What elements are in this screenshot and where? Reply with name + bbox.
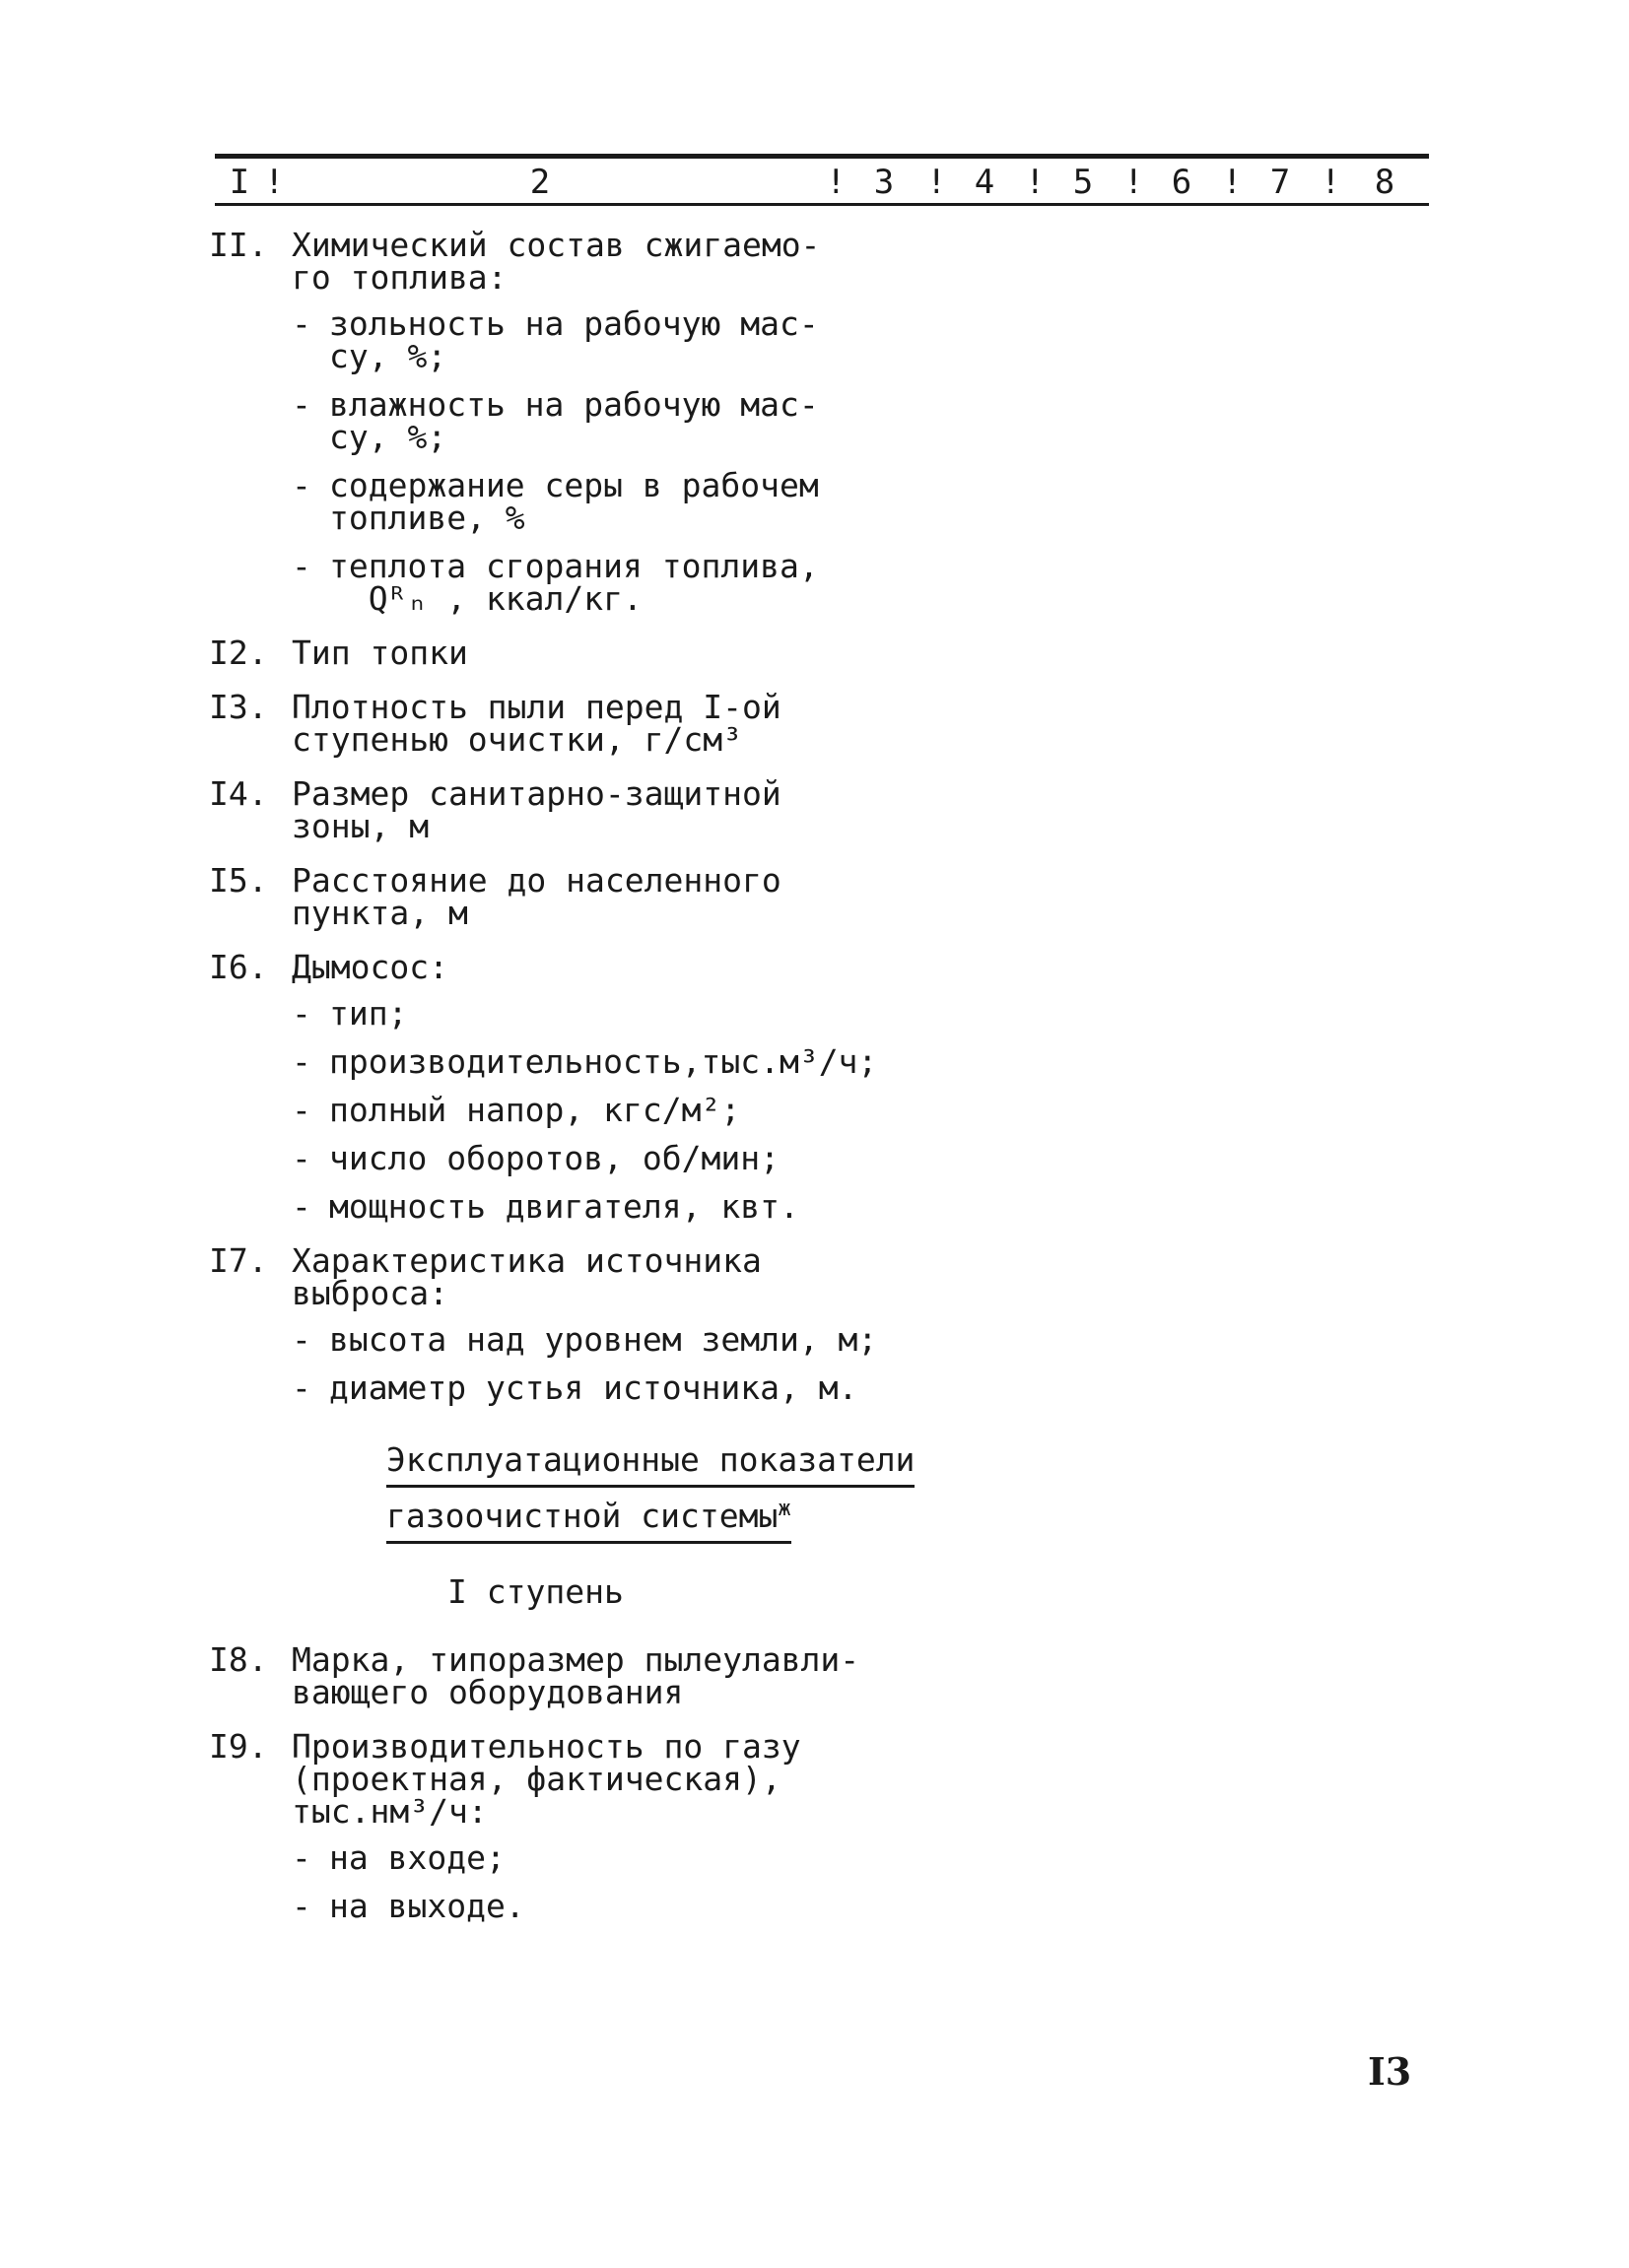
sub-item-text	[329, 304, 958, 375]
sub-list-item	[292, 1091, 958, 1129]
sub-list-item	[292, 1187, 958, 1226]
sub-item-text	[329, 385, 958, 456]
sub-list-item	[292, 304, 958, 375]
item-number: I7.	[209, 1241, 268, 1280]
item-text-line: го топлива:	[292, 258, 508, 297]
item-number: I6.	[209, 948, 268, 986]
col-6-header: 6	[1171, 163, 1192, 202]
list-item	[209, 1640, 958, 1711]
sub-list-item	[292, 385, 958, 456]
sub-list-item	[292, 1887, 958, 1925]
item-number: I5.	[209, 861, 268, 900]
col-3-header: 3	[873, 163, 895, 202]
sub-item-text-line: высота над уровнем земли, м;	[329, 1320, 878, 1359]
sub-list-item	[292, 1838, 958, 1877]
sub-item-text	[329, 1368, 958, 1407]
col-separator: !	[1123, 163, 1144, 202]
col-8-header: 8	[1374, 163, 1395, 202]
item-text-line: Дымосос:	[292, 948, 448, 986]
sub-item-text-line: зольность на рабочую мас-	[329, 304, 819, 343]
dash-bullet: -	[292, 1091, 311, 1129]
section-title-line-1: Эксплуатационные показатели	[386, 1437, 915, 1488]
dash-bullet: -	[292, 1042, 311, 1081]
item-number: I3.	[209, 688, 268, 726]
sub-list	[292, 994, 958, 1226]
sub-item-text-line: диаметр устья источника, м.	[329, 1368, 858, 1407]
section-title-text: газоочистной системы	[386, 1497, 779, 1535]
sub-item-text	[329, 1838, 958, 1877]
col-4-header: 4	[974, 163, 995, 202]
col-5-header: 5	[1072, 163, 1094, 202]
sub-list	[292, 1320, 958, 1407]
sub-item-text-line: тип;	[329, 994, 408, 1033]
dash-bullet: -	[292, 1139, 311, 1177]
item-number: II.	[209, 226, 268, 264]
item-text-line: Расстояние до населенного	[292, 861, 781, 900]
col-7-header: 7	[1269, 163, 1291, 202]
item-text	[292, 1727, 958, 1831]
item-text-line: Размер санитарно-защитной	[292, 774, 781, 813]
col-separator: !	[1025, 163, 1046, 202]
footnote-mark: ж	[778, 1497, 791, 1521]
sub-list-item	[292, 1139, 958, 1177]
sub-item-text	[329, 547, 958, 618]
dash-bullet: -	[292, 1320, 311, 1359]
item-text-line: выброса:	[292, 1274, 448, 1312]
list-item	[209, 226, 958, 618]
header-rule-top	[215, 154, 1429, 159]
header-rule-bottom	[215, 203, 1429, 206]
dash-bullet: -	[292, 1838, 311, 1877]
item-text-line: Плотность пыли перед I-ой	[292, 688, 781, 726]
sub-item-text-line: на выходе.	[329, 1887, 525, 1925]
page-number: I3	[1368, 2049, 1412, 2094]
item-list	[209, 226, 958, 1944]
item-text	[292, 1640, 958, 1711]
item-text-line: (проектная, фактическая),	[292, 1760, 781, 1798]
item-text-line: Производительность по газу	[292, 1727, 801, 1766]
section-heading	[386, 1437, 958, 1550]
item-text-line: Химический состав сжигаемо-	[292, 226, 821, 264]
items-group-1	[209, 226, 958, 1407]
dash-bullet: -	[292, 1187, 311, 1226]
sub-item-text	[329, 1320, 958, 1359]
sub-item-text	[329, 1091, 958, 1129]
item-text-line: пункта, м	[292, 894, 468, 932]
col-separator: !	[264, 163, 285, 202]
sub-item-text	[329, 1139, 958, 1177]
item-text	[292, 226, 958, 297]
list-item	[209, 1727, 958, 1925]
col-1-header: I	[229, 163, 250, 202]
sub-item-text	[329, 1887, 958, 1925]
item-number: I9.	[209, 1727, 268, 1766]
list-item	[209, 861, 958, 932]
item-text-line: ступенью очистки, г/см³	[292, 720, 742, 759]
sub-list-item	[292, 466, 958, 537]
sub-item-text-line: влажность на рабочую мас-	[329, 385, 819, 424]
sub-list-item	[292, 547, 958, 618]
section-title-line-2	[386, 1494, 791, 1544]
sub-item-text-line: топливе, %	[329, 499, 525, 537]
sub-item-text	[329, 1042, 958, 1081]
sub-list	[292, 304, 958, 618]
col-separator: !	[1222, 163, 1243, 202]
list-item	[209, 948, 958, 1226]
sub-item-text-line: мощность двигателя, квт.	[329, 1187, 799, 1226]
sub-item-text-line: су, %;	[329, 418, 447, 456]
item-text	[292, 774, 958, 845]
dash-bullet: -	[292, 994, 311, 1033]
col-separator: !	[1321, 163, 1341, 202]
item-text-line: Марка, типоразмер пылеулавли-	[292, 1640, 860, 1679]
list-item	[209, 634, 958, 672]
sub-list-item	[292, 1042, 958, 1081]
sub-item-text-line: Qᴿₙ , ккал/кг.	[329, 579, 643, 618]
item-number: I2.	[209, 634, 268, 672]
sub-item-text-line: полный напор, кгс/м²;	[329, 1091, 741, 1129]
col-separator: !	[926, 163, 947, 202]
sub-item-text-line: содержание серы в рабочем	[329, 466, 819, 504]
list-item	[209, 688, 958, 759]
item-text-line: зоны, м	[292, 807, 430, 845]
sub-list-item	[292, 1368, 958, 1407]
col-2-header: 2	[529, 163, 551, 202]
item-number: I8.	[209, 1640, 268, 1679]
sub-list-item	[292, 1320, 958, 1359]
item-text	[292, 688, 958, 759]
dash-bullet: -	[292, 1887, 311, 1925]
sub-item-text	[329, 994, 958, 1033]
item-text-line: тыс.нм³/ч:	[292, 1792, 488, 1831]
list-item	[209, 774, 958, 845]
item-text-line: Тип топки	[292, 634, 468, 672]
items-group-2	[209, 1640, 958, 1925]
sub-item-text-line: су, %;	[329, 337, 447, 375]
sub-item-text-line: на входе;	[329, 1838, 506, 1877]
item-text	[292, 634, 958, 672]
col-separator: !	[826, 163, 847, 202]
sub-item-text-line: производительность,тыс.м³/ч;	[329, 1042, 878, 1081]
sub-list	[292, 1838, 958, 1925]
sub-list-item	[292, 994, 958, 1033]
dash-bullet: -	[292, 547, 311, 585]
sub-item-text-line: число оборотов, об/мин;	[329, 1139, 780, 1177]
sub-item-text-line: теплота сгорания топлива,	[329, 547, 819, 585]
list-item	[209, 1241, 958, 1407]
sub-item-text	[329, 466, 958, 537]
sub-item-text	[329, 1187, 958, 1226]
stage-label: I ступень	[447, 1572, 624, 1611]
item-text-line: вающего оборудования	[292, 1673, 684, 1711]
dash-bullet: -	[292, 304, 311, 343]
dash-bullet: -	[292, 1368, 311, 1407]
item-text	[292, 861, 958, 932]
table-header-row	[215, 164, 1429, 201]
item-text-line: Характеристика источника	[292, 1241, 762, 1280]
dash-bullet: -	[292, 385, 311, 424]
item-number: I4.	[209, 774, 268, 813]
dash-bullet: -	[292, 466, 311, 504]
item-text	[292, 1241, 958, 1312]
item-text	[292, 948, 958, 986]
